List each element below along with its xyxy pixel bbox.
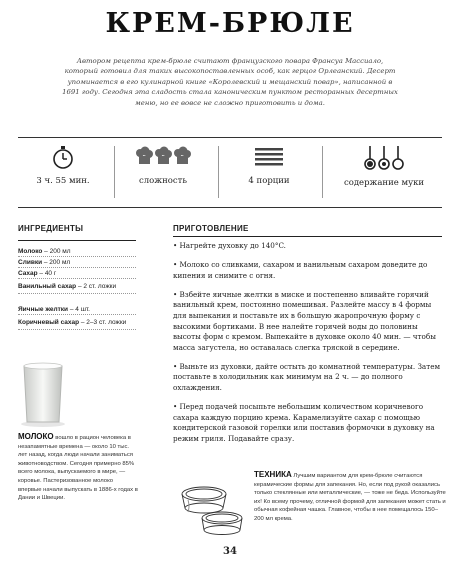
ingredient-item: Сливки – 200 мл bbox=[18, 259, 136, 268]
stat-time bbox=[18, 144, 108, 186]
page-number: 34 bbox=[223, 546, 237, 557]
stopwatch-icon bbox=[50, 144, 76, 170]
stat-time-label: 3 ч. 55 мин. bbox=[36, 176, 90, 186]
stat-flour bbox=[334, 144, 434, 188]
divider-bottom bbox=[18, 207, 442, 208]
technique-note-title: ТЕХНИКА bbox=[254, 470, 292, 479]
milk-note-title: МОЛОКО bbox=[18, 432, 54, 441]
plates-stack-icon bbox=[251, 144, 287, 170]
preparation-title: ПРИГОТОВЛЕНИЕ bbox=[173, 224, 249, 233]
step-item: • Нагрейте духовку до 140°C. bbox=[173, 241, 286, 250]
stat-separator bbox=[322, 146, 323, 198]
page-title: КРЕМ-БРЮЛЕ bbox=[105, 8, 355, 39]
technique-note-text: Лучшим вариантом для крем-брюле считаются керамические формы для запекания. Но, если под рукой оказались только стеклянные или металлические, — тоже не беда. Используйте их! Ко всему прочему, отличной формой для запекания может стать и обычная кофейная чашка. Главное, чтобы в нее помещалось 150–200 мл крема. bbox=[254, 473, 446, 522]
stat-flour-label: содержание муки bbox=[343, 178, 425, 188]
preparation-steps bbox=[173, 241, 445, 453]
ingredients-rule bbox=[18, 240, 136, 241]
milk-glass-image bbox=[18, 360, 68, 428]
technique-note bbox=[254, 471, 446, 524]
measuring-spoons-icon bbox=[360, 144, 408, 172]
stat-servings-label: 4 порции bbox=[248, 176, 290, 186]
stat-difficulty bbox=[118, 144, 208, 186]
step-item: • Молоко со сливками, сахаром и ванильным сахаром доведите до кипения и снимите с огня. bbox=[173, 260, 428, 280]
ingredient-item: Ванильный сахар – 2 ст. ложки bbox=[18, 282, 136, 294]
stat-separator bbox=[218, 146, 219, 198]
step-item: • Взбейте яичные желтки в миске и постепенно вливайте горячий ванильный крем, постоянно помешивая. Разлейте массу в 4 формы для выпекания и поставьте их в большую жаропрочную форму с высокими бортиками. В нее налейте горячей воды до половины высоты форм с кремом. Выпекайте в духовке около 40 мин. — чтобы масса загустела, но оставалась слегка тряской в середине. bbox=[173, 289, 436, 352]
ingredient-item: Молоко – 200 мл bbox=[18, 248, 136, 257]
stat-separator bbox=[114, 146, 115, 198]
ingredient-item: Сахар – 40 г bbox=[18, 270, 136, 279]
step-item: • Перед подачей посыпьте небольшим количеством коричневого сахара каждую порцию крема. Карамелизуйте сахар с помощью кондитерской газовой горелки или поставив формочки в духовку на режим гриля. Подавайте сразу. bbox=[173, 402, 435, 443]
stat-servings bbox=[224, 144, 314, 186]
preparation-rule bbox=[173, 236, 442, 237]
divider-top bbox=[18, 137, 442, 138]
ingredient-item: Яичные желтки – 4 шт. bbox=[18, 306, 136, 315]
ingredients-title: ИНГРЕДИЕНТЫ bbox=[18, 224, 84, 233]
step-item: • Выньте из духовки, дайте остыть до комнатной температуры. Затем поставьте в холодильник как минимум на 2 ч. — до полного охлаждения. bbox=[173, 361, 441, 393]
milk-note bbox=[18, 433, 138, 503]
intro-paragraph: Автором рецепта крем-брюле считают французского повара Франсуа Массиало, который готовил для таких высокопоставленных особ, как герцог Орлеанский. Десерт упоминается в его кулинарной книге «Королевский и мещанский повар», написанной в 1691 году. Сегодня эта сладость стала каноническим пунктом ресторанных десертных меню, но ее вовсе не сложно приготовить и дома. bbox=[62, 57, 398, 107]
milk-note-text: вошло в рацион человека в незапамятные времена — около 10 тыс. лет назад, когда люди начали заниматься животноводством. Сегодня примерно 85% всего молока, выпускаемого в мире, — коровье. Пастеризованное молоко впервые начали выпускать в 1886-х годах в Дании и Швеции. bbox=[18, 435, 138, 502]
stat-difficulty-label: сложность bbox=[139, 176, 187, 186]
ingredient-item: Коричневый сахар – 2–3 ст. ложки bbox=[18, 318, 136, 330]
chef-hats-icon bbox=[133, 144, 193, 170]
ramekins-sketch-image bbox=[174, 476, 252, 538]
